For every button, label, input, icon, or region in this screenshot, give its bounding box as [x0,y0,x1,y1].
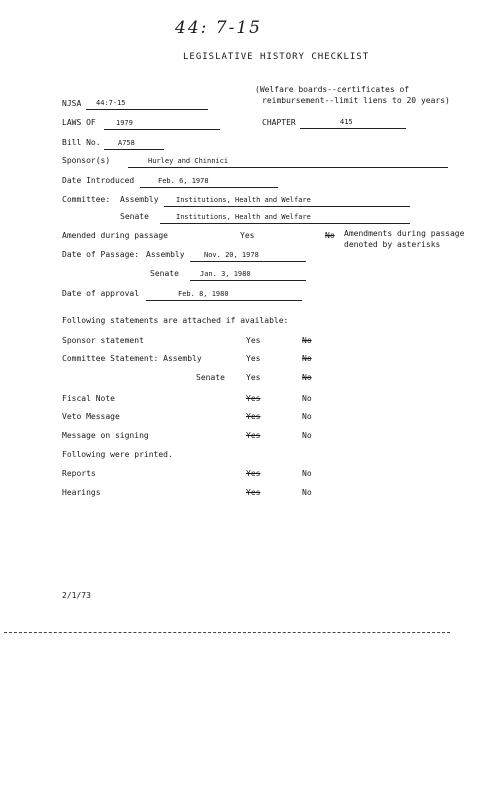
statement-no-fiscal-note: No [302,394,312,403]
sponsor-underline [128,167,448,168]
printed-no-reports: No [302,469,312,478]
approval-value: Feb. 8, 1980 [178,290,229,298]
statement-yes-sponsor: Yes [246,336,261,345]
printed-no-hearings: No [302,488,312,497]
statements-intro: Following statements are attached if available: [62,316,289,325]
statement-yes-committee-assembly: Yes [246,354,261,363]
bill-no-label: Bill No. [62,138,101,147]
passage-assembly-underline [190,261,306,262]
statement-no-committee-senate: No [302,373,312,382]
passage-assembly-value: Nov. 20, 1978 [204,251,259,259]
amended-label: Amended during passage [62,231,168,240]
amended-yes: Yes [240,231,255,240]
njsa-value: 44:7-15 [96,99,126,107]
statement-no-message-signing: No [302,431,312,440]
committee-senate-label: Senate [120,212,149,221]
chapter-value: 415 [340,118,353,126]
statement-label-fiscal-note: Fiscal Note [62,394,115,403]
bill-no-underline [104,149,164,150]
subject-note-line1: (Welfare boards--certificates of [255,85,410,94]
statement-yes-message-signing: Yes [246,431,261,440]
subject-note-line2: reimbursement--limit liens to 20 years) [262,96,450,105]
date-introduced-underline [140,187,278,188]
date-introduced-value: Feb. 6, 1978 [158,177,209,185]
statement-no-committee-assembly: No [302,354,312,363]
date-introduced-label: Date Introduced [62,176,135,185]
passage-senate-value: Jan. 3, 1980 [200,270,251,278]
committee-senate-value: Institutions, Health and Welfare [176,213,311,221]
printed-yes-hearings: Yes [246,488,261,497]
passage-assembly-label: Assembly [146,250,185,259]
laws-of-underline [104,129,220,130]
approval-underline [146,300,302,301]
statement-no-sponsor: No [302,336,312,345]
njsa-label: NJSA [62,99,82,108]
cut-line [4,632,450,633]
committee-assembly-underline [164,206,410,207]
committee-senate-underline [160,223,410,224]
statement-label-sponsor: Sponsor statement [62,336,144,345]
statement-yes-committee-senate: Yes [246,373,261,382]
passage-senate-label: Senate [150,269,179,278]
laws-of-label: LAWS OF [62,118,96,127]
bill-no-value: A758 [118,139,135,147]
laws-of-value: 1979 [116,119,133,127]
sponsor-value: Hurley and Chinnici [148,157,229,165]
chapter-underline [300,128,406,129]
statement-yes-veto-message: Yes [246,412,261,421]
printed-yes-reports: Yes [246,469,261,478]
passage-senate-underline [190,280,306,281]
statement-label-message-signing: Message on signing [62,431,149,440]
passage-label: Date of Passage: [62,250,140,259]
footer-date-mark: 2/1/73 [62,591,91,600]
amended-note-line1: Amendments during passage [344,229,465,238]
statement-yes-fiscal-note: Yes [246,394,261,403]
approval-label: Date of approval [62,289,140,298]
amended-note-line2: denoted by asterisks [344,240,441,249]
statement-no-veto-message: No [302,412,312,421]
chapter-label: CHAPTER [262,118,296,127]
committee-label: Committee: [62,195,111,204]
committee-assembly-label: Assembly [120,195,159,204]
printed-intro: Following were printed. [62,450,173,459]
sponsor-label: Sponsor(s) [62,156,111,165]
statement-label-committee-assembly: Committee Statement: Assembly [62,354,202,363]
statement-label-committee-senate: Senate [196,373,225,382]
statement-label-veto-message: Veto Message [62,412,120,421]
committee-assembly-value: Institutions, Health and Welfare [176,196,311,204]
njsa-underline [86,109,208,110]
handwritten-statute-number: 44: 7-15 [175,18,262,38]
printed-label-hearings: Hearings [62,488,101,497]
amended-no-struck: No [325,231,335,240]
printed-label-reports: Reports [62,469,96,478]
page-title: LEGISLATIVE HISTORY CHECKLIST [183,52,370,62]
